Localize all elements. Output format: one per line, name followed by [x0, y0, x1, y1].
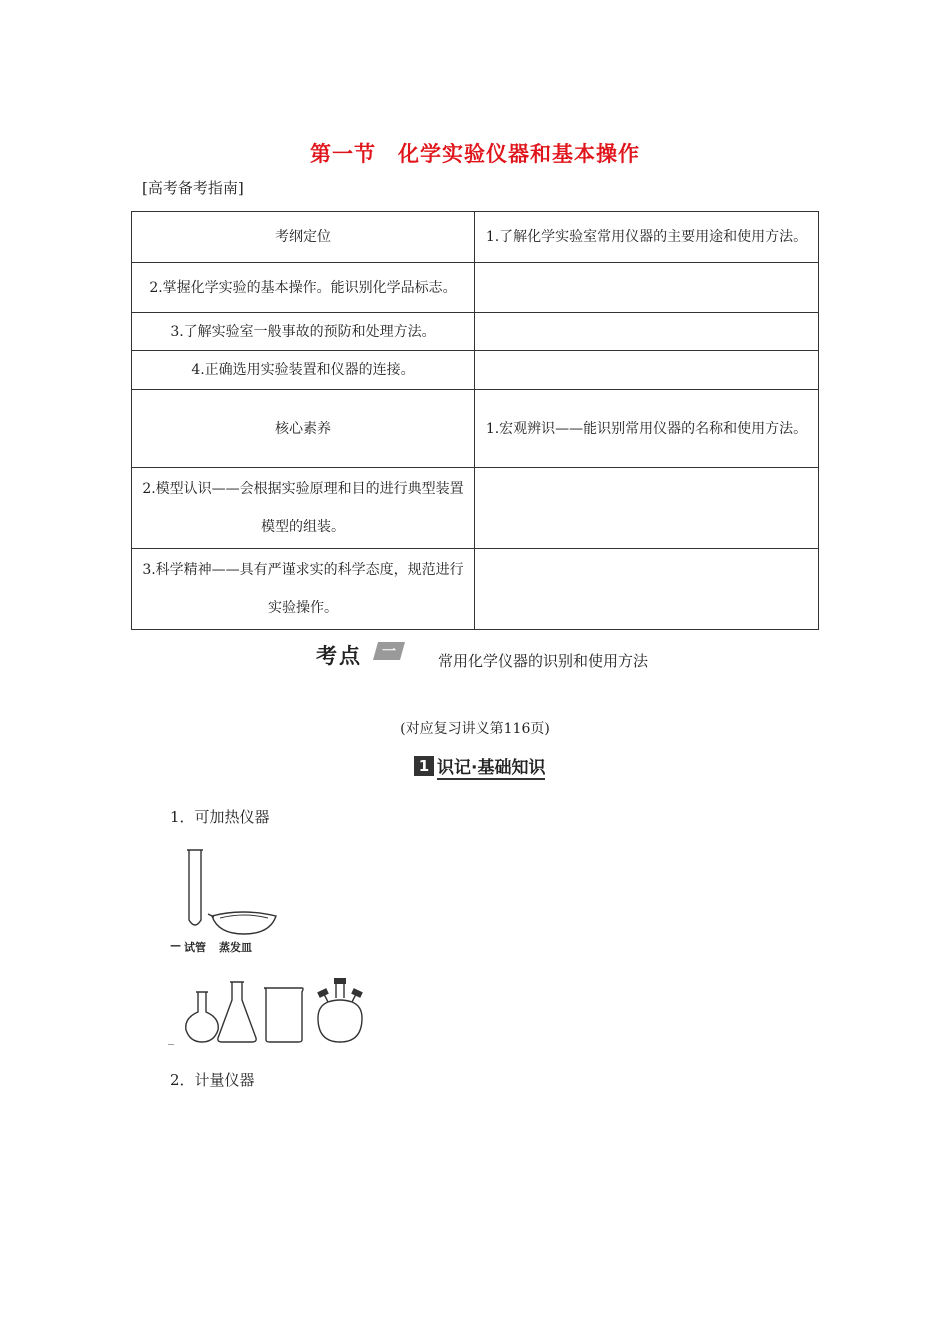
- table-row: [132, 313, 819, 351]
- table-row: [132, 212, 819, 263]
- figure2-prefix: _: [168, 1031, 174, 1045]
- table-cell: 3.了解实验室一般事故的预防和处理方法。: [132, 313, 475, 351]
- guide-label: [高考备考指南]: [142, 179, 244, 197]
- label-test-tube: 试管: [184, 941, 206, 954]
- table-cell: [475, 313, 819, 351]
- table-row: [132, 351, 819, 390]
- kaodian-topic: 常用化学仪器的识别和使用方法: [438, 652, 649, 670]
- conical-flask-icon: [218, 982, 256, 1042]
- page-title: 第一节 化学实验仪器和基本操作: [310, 142, 640, 166]
- evaporating-dish-icon: [208, 912, 276, 934]
- table-cell: 考纲定位: [132, 212, 475, 263]
- section-heading-measuring: 2．计量仪器: [170, 1071, 255, 1089]
- table-cell: 3.科学精神——具有严谨求实的科学态度，规范进行实验操作。: [132, 549, 475, 630]
- test-tube-icon: [187, 850, 203, 925]
- table-cell: 2.掌握化学实验的基本操作。能识别化学品标志。: [132, 263, 475, 313]
- kaodian-number-badge: [372, 641, 406, 661]
- three-neck-flask-icon: [317, 978, 363, 1042]
- table-cell: [475, 468, 819, 549]
- badge-text: 识记·基础知识: [437, 753, 545, 780]
- table-row: [132, 263, 819, 313]
- kaodian-number: 一: [382, 644, 396, 660]
- table-cell: 核心素养: [132, 390, 475, 468]
- table-row: [132, 468, 819, 549]
- table-cell: 4.正确选用实验装置和仪器的连接。: [132, 351, 475, 390]
- table-row: [132, 549, 819, 630]
- heatable-instruments-figure-2: [168, 978, 368, 1048]
- section-heading-heatable: 1．可加热仪器: [170, 808, 270, 826]
- table-row: [132, 390, 819, 468]
- table-cell: 2.模型认识——会根据实验原理和目的进行典型装置模型的组装。: [132, 468, 475, 549]
- table-cell: [475, 351, 819, 390]
- section-badge: [414, 754, 545, 778]
- table-cell: 1.宏观辨识——能识别常用仪器的名称和使用方法。: [475, 390, 819, 468]
- reference-note: (对应复习讲义第116页): [400, 721, 550, 737]
- table-cell: 1.了解化学实验室常用仪器的主要用途和使用方法。: [475, 212, 819, 263]
- round-bottom-flask-icon: [186, 992, 219, 1042]
- figure1-prefix: —: [170, 939, 181, 952]
- heatable-instruments-figure-1: [180, 846, 280, 936]
- kaodian-label: 考点: [316, 644, 362, 668]
- label-evaporating-dish: 蒸发皿: [219, 941, 252, 954]
- table-cell: [475, 263, 819, 313]
- table-cell: [475, 549, 819, 630]
- guide-table: [131, 211, 819, 630]
- beaker-icon: [264, 988, 303, 1042]
- badge-number: 1: [414, 756, 434, 776]
